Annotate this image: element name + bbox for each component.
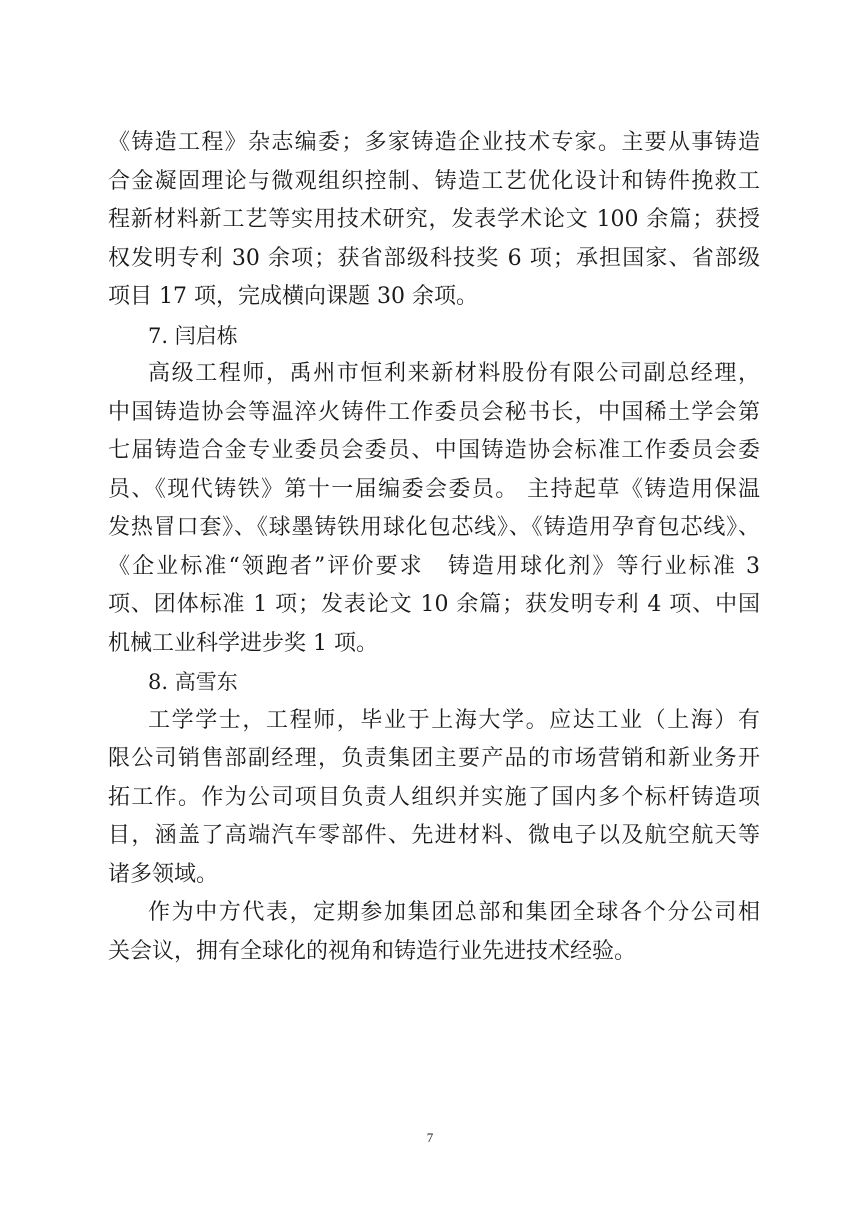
text-line: 程新材料新工艺等实用技术研究，发表学术论文 100 余篇；获授 <box>108 207 760 232</box>
text-line: 项、团体标准 1 项；发表论文 10 余篇；获发明专利 4 项、中国 <box>108 592 760 617</box>
section-heading-8: 8. 高雪东 <box>148 670 238 694</box>
text-line: 拓工作。作为公司项目负责人组织并实施了国内多个标杆铸造项 <box>108 784 760 810</box>
text-line: 中国铸造协会等温淬火铸件工作委员会秘书长，中国稀土学会第 <box>108 399 760 425</box>
text-line: 工学学士，工程师，毕业于上海大学。应达工业（上海）有 <box>148 707 760 733</box>
text-line: 发热冒口套》、《球墨铸铁用球化包芯线》、《铸造用孕育包芯线》、 <box>108 515 760 540</box>
paragraph-expert-6-bio <box>108 124 760 317</box>
text-line: 目，涵盖了高端汽车零部件、先进材料、微电子以及航空航天等 <box>108 823 760 848</box>
page-number: 7 <box>426 1130 434 1145</box>
text-line: 诸多领域。 <box>108 861 219 887</box>
text-line: 合金凝固理论与微观组织控制、铸造工艺优化设计和铸件挽救工 <box>108 168 760 194</box>
text-line: 关会议，拥有全球化的视角和铸造行业先进技术经验。 <box>108 938 637 964</box>
paragraph-expert-8-bio <box>108 702 760 895</box>
paragraph-expert-8-role <box>108 894 760 971</box>
document-body <box>108 124 760 971</box>
section-heading-7: 7. 闫启栋 <box>148 323 238 348</box>
text-line: 限公司销售部副经理，负责集团主要产品的市场营销和新业务开 <box>108 746 760 771</box>
text-line: 项目 17 项，完成横向课题 30 余项。 <box>108 284 478 309</box>
text-line: 高级工程师，禹州市恒利来新材料股份有限公司副总经理， <box>148 361 760 386</box>
paragraph-expert-7-bio <box>108 355 760 663</box>
text-line: 《企业标准“领跑者”评价要求 铸造用球化剂》等行业标准 3 <box>108 553 760 579</box>
text-line: 员、《现代铸铁》第十一届编委会委员。 主持起草《铸造用保温 <box>108 476 760 502</box>
text-line: 机械工业科学进步奖 1 项。 <box>108 630 378 656</box>
text-line: 作为中方代表，定期参加集团总部和集团全球各个分公司相 <box>148 900 760 925</box>
text-line: 七届铸造合金专业委员会委员、中国铸造协会标准工作委员会委 <box>108 438 760 463</box>
text-line: 权发明专利 30 余项；获省部级科技奖 6 项；承担国家、省部级 <box>108 245 760 271</box>
text-line: 《铸造工程》杂志编委；多家铸造企业技术专家。主要从事铸造 <box>108 130 760 155</box>
